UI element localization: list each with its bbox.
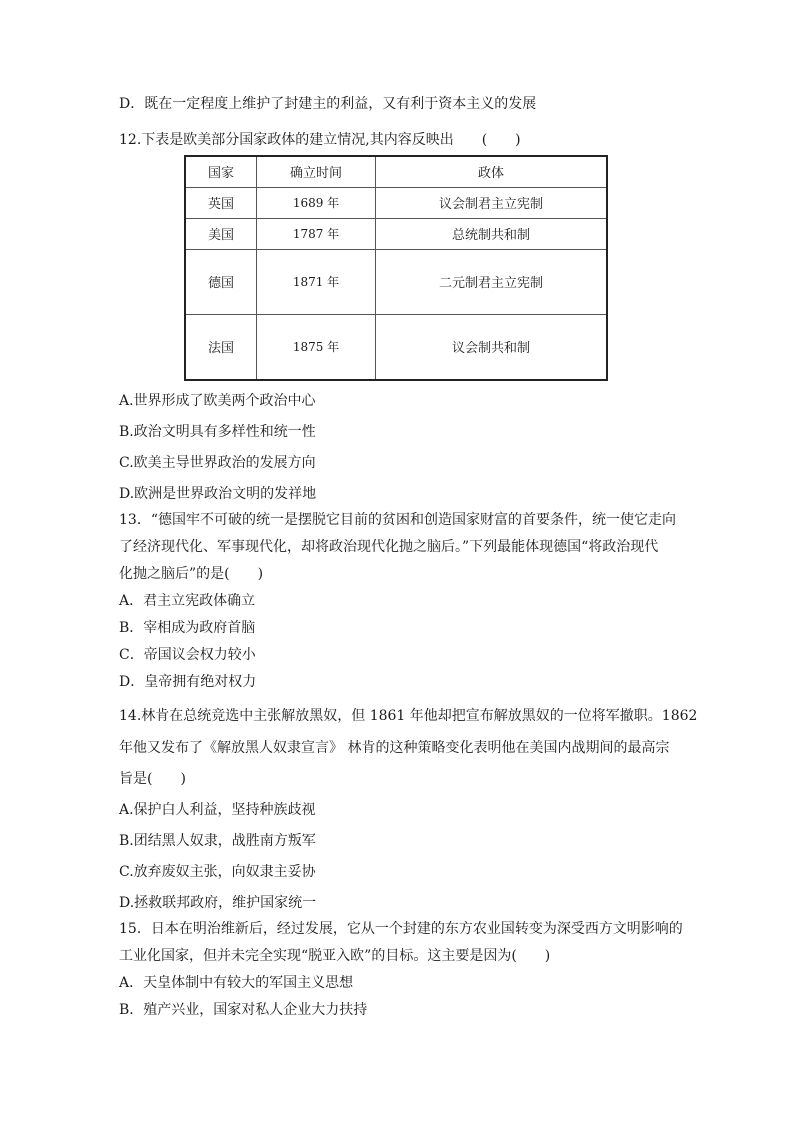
q14-option-c: C.放弃废奴主张，向奴隶主妥协 <box>119 864 316 880</box>
q13-option-c: C．帝国议会权力较小 <box>119 647 256 663</box>
q14-stem-line-2: 年他又发布了《解放黑人奴隶宣言》 林肯的这种策略变化表明他在美国内战期间的最高宗 <box>119 740 670 756</box>
q13-option-a: A．君主立宪政体确立 <box>119 593 256 609</box>
table-row <box>185 314 607 380</box>
q14-option-d: D.拯救联邦政府，维护国家统一 <box>119 895 317 911</box>
cell-date: 1871 年 <box>257 249 376 314</box>
q15-stem-line-1: 15．日本在明治维新后，经过发展，它从一个封建的东方农业国转变为深受西方文明影响的 <box>119 921 683 937</box>
q14-option-b: B.团结黑人奴隶，战胜南方叛军 <box>119 833 316 849</box>
q13-option-b: B．宰相成为政府首脑 <box>119 620 256 636</box>
cell-regime: 议会制共和制 <box>376 314 608 380</box>
table-row <box>185 249 607 314</box>
q11-option-d: D．既在一定程度上维护了封建主的利益，又有利于资本主义的发展 <box>119 96 537 112</box>
header-regime: 政体 <box>376 156 608 187</box>
q14-stem-line-1: 14.林肯在总统竞选中主张解放黑奴，但 1861 年他却把宣布解放黑奴的一位将军撤职。1862 <box>119 708 698 724</box>
table-row <box>185 187 607 218</box>
q13-stem-line-3: 化抛之脑后”的是( ) <box>119 566 264 582</box>
cell-country: 德国 <box>185 249 257 314</box>
cell-country: 美国 <box>185 218 257 249</box>
header-country: 国家 <box>185 156 257 187</box>
q15-option-b: B．殖产兴业，国家对私人企业大力扶持 <box>119 1002 368 1018</box>
cell-date: 1875 年 <box>257 314 376 380</box>
q13-stem-line-1: 13．“德国牢不可破的统一是摆脱它目前的贫困和创造国家财富的首要条件，统一使它走向 <box>119 512 676 528</box>
q15-option-a: A．天皇体制中有较大的军国主义思想 <box>119 975 354 991</box>
q12-option-d: D.欧洲是世界政治文明的发祥地 <box>119 486 317 502</box>
header-date: 确立时间 <box>257 156 376 187</box>
table-row <box>185 218 607 249</box>
q12-option-a: A.世界形成了欧美两个政治中心 <box>119 393 316 409</box>
cell-country: 法国 <box>185 314 257 380</box>
q12-option-b: B.政治文明具有多样性和统一性 <box>119 424 316 440</box>
cell-country: 英国 <box>185 187 257 218</box>
q13-stem-line-2: 了经济现代化、军事现代化，却将政治现代化抛之脑后。”下列最能体现德国“将政治现代 <box>119 539 659 555</box>
q14-option-a: A.保护白人利益，坚持种族歧视 <box>119 802 316 818</box>
q15-stem-line-2: 工业化国家，但并未完全实现“脱亚入欧”的目标。这主要是因为( ) <box>119 948 551 964</box>
q14-stem-line-3: 旨是( ) <box>119 771 186 787</box>
government-table <box>184 155 608 381</box>
q12-option-c: C.欧美主导世界政治的发展方向 <box>119 455 316 471</box>
cell-date: 1689 年 <box>257 187 376 218</box>
q13-option-d: D．皇帝拥有绝对权力 <box>119 674 257 690</box>
cell-regime: 总统制共和制 <box>376 218 608 249</box>
table-header-row <box>185 156 607 187</box>
cell-date: 1787 年 <box>257 218 376 249</box>
cell-regime: 二元制君主立宪制 <box>376 249 608 314</box>
q12-stem: 12.下表是欧美部分国家政体的建立情况,其内容反映出 ( ) <box>119 132 521 148</box>
cell-regime: 议会制君主立宪制 <box>376 187 608 218</box>
